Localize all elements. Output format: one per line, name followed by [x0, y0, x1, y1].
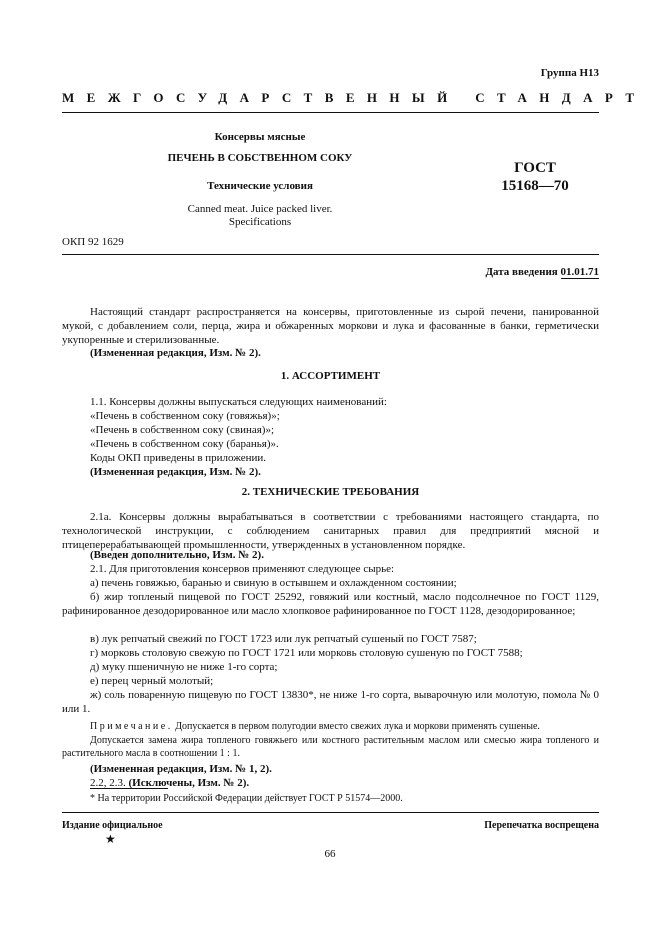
section-1-edit-note: (Измененная редакция, Изм. № 2).	[90, 466, 261, 478]
section-2-heading: 2. ТЕХНИЧЕСКИЕ ТРЕБОВАНИЯ	[241, 486, 420, 498]
okp-codes-note: Коды ОКП приведены в приложении.	[90, 452, 267, 464]
note-1-text: Допускается в первом полугодии вместо свежих лука и моркови применять сушеные.	[175, 721, 540, 732]
clause-2-1a-edit: (Введен дополнительно, Изм. № 2).	[90, 549, 264, 561]
gost-number: 15168—70	[501, 178, 569, 194]
clause-2-1a: 2.1а. Консервы должны вырабатываться в соответствии с требованиями настоящего стандарта, по технологической инструкции, с соблюдением санитарных правил для предприятий мясной и птицеперерабатывающей промышленности, утвержденных в установленном порядке.	[62, 511, 599, 551]
header-rule	[62, 112, 599, 113]
item-a: а) печень говяжью, баранью и свиную в остывшем и охлажденном состоянии;	[90, 577, 457, 589]
item-zh: ж) соль поваренную пищевую по ГОСТ 13830*, не ниже 1-го сорта, выварочную или молотую, помола № 0 или 1.	[62, 689, 599, 715]
section-2-edit-note: (Измененная редакция, Изм. № 1, 2).	[90, 763, 272, 775]
intro-edit-note: (Измененная редакция, Изм. № 2).	[90, 347, 261, 359]
reprint-prohibited: Перепечатка воспрещена	[484, 820, 599, 831]
item-e: е) перец черный молотый;	[90, 675, 214, 687]
doc-title-en: Canned meat. Juice packed liver.	[187, 203, 333, 215]
note-2: Допускается замена жира топленого говяжьего или костного растительным маслом или смесью жира топленого и растительного масла в соотношении 1 : 1.	[62, 735, 599, 759]
item-d: д) муку пшеничную не ниже 1-го сорта;	[90, 661, 278, 673]
footnote-rule	[90, 788, 168, 789]
date-label: Дата введения	[485, 266, 558, 278]
footnote: * На территории Российской Федерации действует ГОСТ Р 51574—2000.	[90, 793, 403, 804]
title-rule	[62, 254, 599, 255]
star-icon: ★	[105, 832, 116, 846]
clauses-2-2-2-3-num: 2.2, 2.3.	[90, 777, 126, 789]
date-value: 01.01.71	[560, 266, 599, 278]
item-b: б) жир топленый пищевой по ГОСТ 25292, говяжий или костный, масло подсолнечное по ГОСТ 1129, рафинированное дезодорированное или масло хлопковое рафинированное по ГОСТ 1128, дезодорированное;	[62, 591, 599, 617]
intro-paragraph: Настоящий стандарт распространяется на консервы, приготовленные из сырой печени, панированной мукой, с добавлением соли, перца, жира и обжаренных моркови и лука и фасованные в банки, герметически укупоренные и стерилизованные.	[62, 306, 599, 346]
product-name-lamb: «Печень в собственном соку (баранья)».	[90, 438, 279, 450]
okp-code: ОКП 92 1629	[62, 236, 124, 248]
clause-2-1	[62, 562, 599, 590]
items-v-to-e	[62, 632, 599, 688]
page-number: 66	[324, 848, 336, 860]
gost-label: ГОСТ	[514, 160, 556, 176]
official-edition: Издание официальное	[62, 820, 163, 831]
section-1-body	[62, 395, 599, 479]
doc-subtitle-en: Specifications	[228, 216, 292, 228]
note-label: Примечание.	[90, 721, 173, 732]
standard-banner: МЕЖГОСУДАРСТВЕННЫЙ СТАНДАРТ	[62, 90, 647, 105]
product-name-pork: «Печень в собственном соку (свиная)»;	[90, 424, 275, 436]
doc-title: ПЕЧЕНЬ В СОБСТВЕННОМ СОКУ	[167, 152, 353, 164]
date-of-introduction	[485, 266, 599, 278]
clause-2-1-intro: 2.1. Для приготовления консервов применяют следующее сырье:	[90, 563, 395, 575]
note-1	[62, 720, 599, 733]
group-code: Группа Н13	[540, 67, 599, 79]
section-1-heading: 1. АССОРТИМЕНТ	[280, 370, 381, 382]
doc-subtitle: Технические условия	[207, 180, 313, 192]
product-name-beef: «Печень в собственном соку (говяжья)»;	[90, 410, 280, 422]
footer-rule	[62, 812, 599, 813]
clauses-2-2-2-3-status: (Исключены, Изм. № 2).	[128, 777, 250, 789]
item-v: в) лук репчатый свежий по ГОСТ 1723 или лук репчатый сушеный по ГОСТ 7587;	[90, 633, 477, 645]
item-g: г) морковь столовую свежую по ГОСТ 1721 или морковь столовую сушеную по ГОСТ 7588;	[90, 647, 523, 659]
doc-category: Консервы мясные	[214, 131, 306, 143]
clause-1-1: 1.1. Консервы должны выпускаться следующих наименований:	[90, 396, 387, 408]
